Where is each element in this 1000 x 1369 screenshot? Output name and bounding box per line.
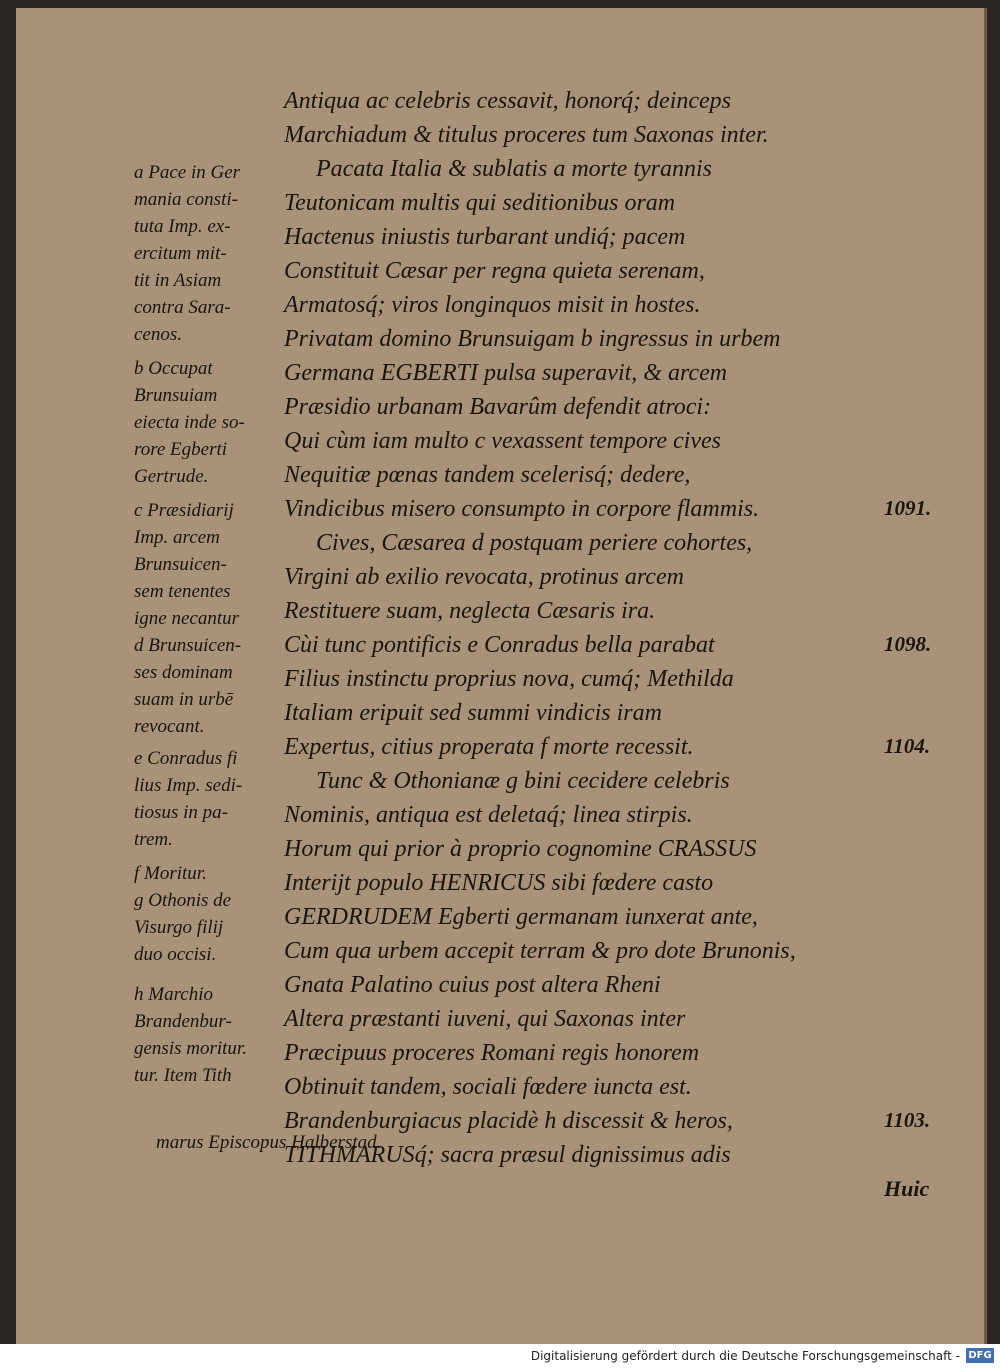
margin-note: tuta Imp. ex- bbox=[134, 216, 231, 237]
margin-note: Brunsuiam bbox=[134, 385, 218, 406]
verse-line: Privatam domino Brunsuigam b ingressus in urbem bbox=[284, 326, 781, 352]
margin-note: sem tenentes bbox=[134, 581, 231, 602]
year-marker: 1103. bbox=[884, 1108, 931, 1132]
margin-note: trem. bbox=[134, 829, 173, 850]
verse-line: Obtinuit tandem, sociali fœdere iuncta est. bbox=[284, 1074, 692, 1100]
catchword: Huic bbox=[884, 1176, 930, 1201]
margin-note: suam in urbē bbox=[134, 689, 234, 710]
verse-line: Italiam eripuit sed summi vindicis iram bbox=[284, 700, 662, 726]
margin-note: duo occisi. bbox=[134, 944, 217, 965]
margin-note: Imp. arcem bbox=[134, 527, 220, 548]
margin-note: Visurgo filij bbox=[134, 917, 224, 938]
margin-note: rore Egberti bbox=[134, 439, 228, 460]
verse-line: Armatosq́; viros longinquos misit in hostes. bbox=[284, 292, 701, 318]
margin-note: ses dominam bbox=[134, 662, 233, 683]
margin-note: Gertrude. bbox=[134, 466, 209, 487]
book-page bbox=[16, 8, 987, 1344]
verse-line: Nominis, antiqua est deletaq́; linea stirpis. bbox=[284, 802, 693, 828]
margin-note: g Othonis de bbox=[134, 890, 232, 911]
verse-line: Præsidio urbanam Bavarûm defendit atroci: bbox=[284, 394, 712, 420]
margin-note: e Conradus fi bbox=[134, 748, 238, 769]
margin-note: Brandenbur- bbox=[134, 1011, 232, 1032]
footer-bar bbox=[0, 1344, 1000, 1369]
verse-line: Qui cùm iam multo c vexassent tempore cives bbox=[284, 428, 721, 454]
verse-line: Germana EGBERTI pulsa superavit, & arcem bbox=[284, 360, 728, 386]
margin-note: tit in Asiam bbox=[134, 270, 222, 291]
verse-line: Nequitiæ pœnas tandem scelerisq́; dedere, bbox=[284, 462, 691, 488]
verse-line: Filius instinctu proprius nova, cumq́; Methilda bbox=[284, 666, 734, 692]
verse-line: Constituit Cæsar per regna quieta serenam, bbox=[284, 258, 705, 284]
margin-note: ercitum mit- bbox=[134, 243, 227, 264]
margin-note: gensis moritur. bbox=[134, 1038, 247, 1059]
margin-note: d Brunsuicen- bbox=[134, 635, 242, 656]
margin-note: Brunsuicen- bbox=[134, 554, 227, 575]
year-marker: 1104. bbox=[884, 734, 931, 758]
margin-note: igne necantur bbox=[134, 608, 240, 629]
dfg-logo[interactable]: DFG bbox=[966, 1348, 994, 1363]
verse-line: Virgini ab exilio revocata, protinus arcem bbox=[284, 564, 684, 590]
margin-note: contra Sara- bbox=[134, 297, 231, 318]
verse-line: Vindicibus misero consumpto in corpore flammis. bbox=[284, 496, 760, 522]
verse-line: Gnata Palatino cuius post altera Rheni bbox=[284, 972, 661, 998]
margin-note: tur. Item Tith bbox=[134, 1065, 232, 1086]
year-marker: 1091. bbox=[884, 496, 932, 520]
verse-line: GERDRUDEM Egberti germanam iunxerat ante, bbox=[284, 904, 758, 930]
margin-note: marus Episcopus Halberstad. bbox=[156, 1132, 382, 1153]
verse-line: Marchiadum & titulus proceres tum Saxonas inter. bbox=[284, 122, 769, 148]
verse-line: Interijt populo HENRICUS sibi fœdere casto bbox=[284, 870, 714, 896]
margin-note: h Marchio bbox=[134, 984, 213, 1005]
margin-note: b Occupat bbox=[134, 358, 213, 379]
margin-note: cenos. bbox=[134, 324, 183, 345]
margin-note: a Pace in Ger bbox=[134, 162, 241, 183]
year-marker: 1098. bbox=[884, 632, 932, 656]
verse-line: Cùi tunc pontificis e Conradus bella parabat bbox=[284, 632, 715, 658]
verse-line: TITHMARUSq́; sacra præsul dignissimus adis bbox=[284, 1142, 731, 1168]
verse-line: Hactenus iniustis turbarant undiq́; pacem bbox=[284, 224, 686, 250]
verse-line: Cum qua urbem accepit terram & pro dote Brunonis, bbox=[284, 938, 796, 964]
verse-line: Horum qui prior à proprio cognomine CRASSUS bbox=[284, 836, 757, 862]
verse-line: Antiqua ac celebris cessavit, honorq́; deinceps bbox=[284, 88, 731, 114]
margin-note: tiosus in pa- bbox=[134, 802, 228, 823]
margin-note: c Præsidiarij bbox=[134, 500, 234, 521]
margin-note: lius Imp. sedi- bbox=[134, 775, 243, 796]
margin-note: mania consti- bbox=[134, 189, 238, 210]
verse-line: Pacata Italia & sublatis a morte tyrannis bbox=[316, 156, 712, 182]
verse-line: Restituere suam, neglecta Cæsaris ira. bbox=[284, 598, 656, 624]
verse-line: Brandenburgiacus placidè h discessit & heros, bbox=[284, 1108, 733, 1134]
margin-note: f Moritur. bbox=[134, 863, 207, 884]
verse-line: Tunc & Othonianæ g bini cecidere celebris bbox=[316, 768, 730, 794]
verse-line: Præcipuus proceres Romani regis honorem bbox=[284, 1040, 700, 1066]
verse-line: Cives, Cæsarea d postquam periere cohortes, bbox=[316, 530, 753, 556]
verse-line: Teutonicam multis qui seditionibus oram bbox=[284, 190, 676, 216]
footer-text: Digitalisierung gefördert durch die Deutsche Forschungsgemeinschaft - bbox=[530, 1349, 960, 1363]
verse-line: Expertus, citius properata f morte recessit. bbox=[284, 734, 694, 760]
margin-note: eiecta inde so- bbox=[134, 412, 245, 433]
verse-line: Altera præstanti iuveni, qui Saxonas inter bbox=[284, 1006, 686, 1032]
margin-note: revocant. bbox=[134, 716, 205, 737]
